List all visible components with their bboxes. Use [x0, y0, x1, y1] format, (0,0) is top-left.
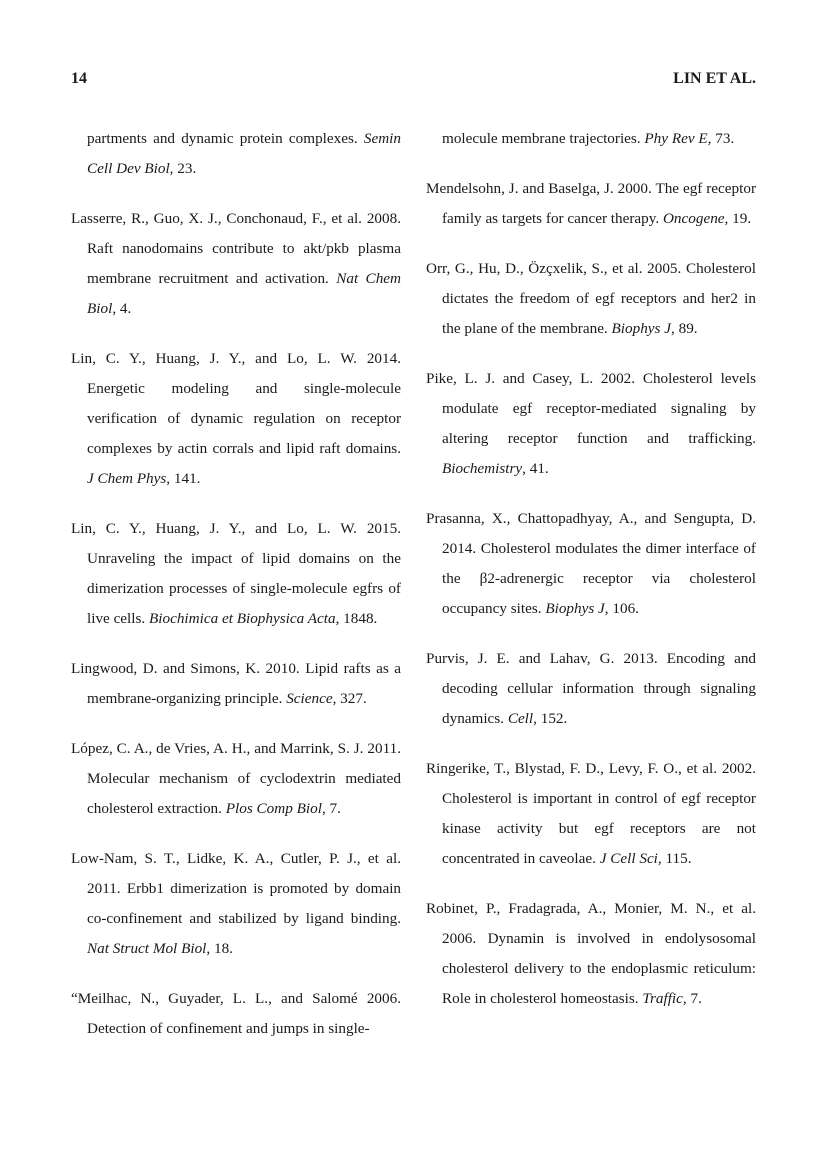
- reference-title: The egf receptor family as targets for cancer therapy.: [442, 180, 756, 227]
- reference-title: Erbb1 dimerization is promoted by domain co-confinement and stabilized by ligand binding.: [87, 880, 402, 927]
- reference-entry: [71, 844, 401, 964]
- reference-title: Encoding and decoding cellular information through signaling dynamics.: [442, 650, 757, 727]
- reference-entry: [71, 984, 401, 1044]
- right-column: [426, 124, 756, 1034]
- reference-entry: [426, 254, 756, 344]
- reference-volume: , 141.: [166, 470, 201, 487]
- reference-authors-year: Orr, G., Hu, D., Özçxelik, S., et al. 2005.: [426, 260, 682, 277]
- reference-volume: , 73.: [707, 130, 735, 147]
- reference-entry: [71, 204, 401, 324]
- reference-journal: Cell: [507, 710, 534, 727]
- reference-volume: , 152.: [533, 710, 568, 727]
- reference-journal: J Cell Sci: [599, 850, 658, 867]
- reference-title: Lipid rafts as a membrane-organizing principle.: [87, 660, 401, 707]
- reference-journal: Biochimica et Biophysica Acta: [149, 610, 336, 627]
- reference-volume: , 106.: [604, 600, 639, 617]
- reference-title: Dynamin is involved in endolysosomal cholesterol delivery to the endoplasmic reticulum: Role in cholesterol homeostasis.: [442, 930, 757, 1007]
- reference-entry: [71, 654, 401, 714]
- reference-journal: J Chem Phys: [87, 470, 167, 487]
- reference-volume: , 41.: [522, 460, 549, 477]
- reference-entry: [71, 734, 401, 824]
- reference-journal: Science: [286, 690, 333, 707]
- reference-title: Energetic modeling and single-molecule verification of dynamic regulation on receptor complexes by actin corrals and lipid raft domains.: [87, 380, 401, 457]
- reference-entry: [426, 754, 756, 874]
- reference-journal: Oncogene: [662, 210, 725, 227]
- reference-authors-year: Prasanna, X., Chattopadhyay, A., and Sengupta, D. 2014.: [426, 510, 756, 557]
- reference-volume: , 4.: [112, 300, 132, 317]
- reference-journal: Biochemistry: [442, 460, 523, 477]
- reference-journal: Traffic: [642, 990, 683, 1007]
- reference-journal: Biophys J: [611, 320, 671, 337]
- reference-volume: , 327.: [332, 690, 367, 707]
- reference-volume: , 89.: [671, 320, 698, 337]
- reference-journal: Biophys J: [545, 600, 605, 617]
- reference-title: Cholesterol levels modulate egf receptor-mediated signaling by altering receptor function and trafficking.: [442, 370, 756, 447]
- page-number: 14: [71, 70, 87, 87]
- reference-title: Cholesterol is important in control of egf receptor kinase activity but egf receptors are not concentrated in caveolae.: [442, 790, 756, 867]
- reference-title: Cholesterol dictates the freedom of egf receptors and her2 in the plane of the membrane.: [442, 260, 756, 337]
- reference-authors-year: Low-Nam, S. T., Lidke, K. A., Cutler, P. J., et al. 2011.: [71, 850, 401, 897]
- reference-entry: [426, 174, 756, 234]
- reference-authors-year: Lin, C. Y., Huang, J. Y., and Lo, L. W. 2014.: [71, 350, 401, 367]
- reference-title: Raft nanodomains contribute to akt/pkb plasma membrane recruitment and activation.: [87, 240, 401, 287]
- reference-entry: [426, 894, 756, 1014]
- reference-journal: Phy Rev E: [644, 130, 708, 147]
- reference-volume: , 7.: [321, 800, 341, 817]
- reference-title: Molecular mechanism of cyclodextrin mediated cholesterol extraction.: [87, 770, 401, 817]
- reference-authors-year: Pike, L. J. and Casey, L. 2002.: [426, 370, 636, 387]
- reference-authors-year: “Meilhac, N., Guyader, L. L., and Salomé 2006.: [71, 990, 401, 1007]
- reference-authors-year: Purvis, J. E. and Lahav, G. 2013.: [426, 650, 658, 667]
- reference-authors-year: Lin, C. Y., Huang, J. Y., and Lo, L. W. 2015.: [71, 520, 401, 537]
- reference-volume: , 19.: [724, 210, 752, 227]
- reference-journal: Semin Cell Dev Biol: [87, 130, 401, 177]
- reference-volume: , 23.: [169, 160, 197, 177]
- reference-authors-year: Robinet, P., Fradagrada, A., Monier, M. N., et al. 2006.: [426, 900, 756, 947]
- reference-title: Unraveling the impact of lipid domains on the dimerization processes of single-molecule egfrs of live cells.: [87, 550, 401, 627]
- reference-title: Cholesterol modulates the dimer interface of the β2-adrenergic receptor via cholesterol occupancy sites.: [442, 540, 756, 617]
- reference-title: Detection of confinement and jumps in single-: [87, 1020, 370, 1037]
- reference-authors-year: Lasserre, R., Guo, X. J., Conchonaud, F., et al. 2008.: [71, 210, 401, 227]
- reference-journal: Nat Struct Mol Biol: [87, 940, 207, 957]
- left-column: [71, 124, 401, 1064]
- reference-journal: Plos Comp Biol: [225, 800, 322, 817]
- reference-authors-year: Ringerike, T., Blystad, F. D., Levy, F. O., et al. 2002.: [426, 760, 756, 777]
- reference-entry: [71, 344, 401, 494]
- reference-title: molecule membrane trajectories.: [442, 130, 641, 147]
- reference-volume: , 7.: [682, 990, 702, 1007]
- reference-title: partments and dynamic protein complexes.: [87, 130, 358, 147]
- reference-authors-year: López, C. A., de Vries, A. H., and Marrink, S. J. 2011.: [71, 740, 401, 757]
- reference-volume: , 1848.: [335, 610, 378, 627]
- reference-entry: [426, 364, 756, 484]
- reference-entry: [426, 124, 756, 154]
- reference-entry: [426, 644, 756, 734]
- reference-entry: [71, 124, 401, 184]
- reference-entry: [71, 514, 401, 634]
- reference-authors-year: Lingwood, D. and Simons, K. 2010.: [71, 660, 300, 677]
- reference-volume: , 115.: [657, 850, 692, 867]
- page-header: [71, 70, 756, 94]
- reference-journal: Nat Chem Biol: [87, 270, 401, 317]
- reference-entry: [426, 504, 756, 624]
- reference-volume: , 18.: [206, 940, 233, 957]
- reference-authors-year: Mendelsohn, J. and Baselga, J. 2000.: [426, 180, 652, 197]
- running-head: LIN ET AL.: [673, 70, 756, 87]
